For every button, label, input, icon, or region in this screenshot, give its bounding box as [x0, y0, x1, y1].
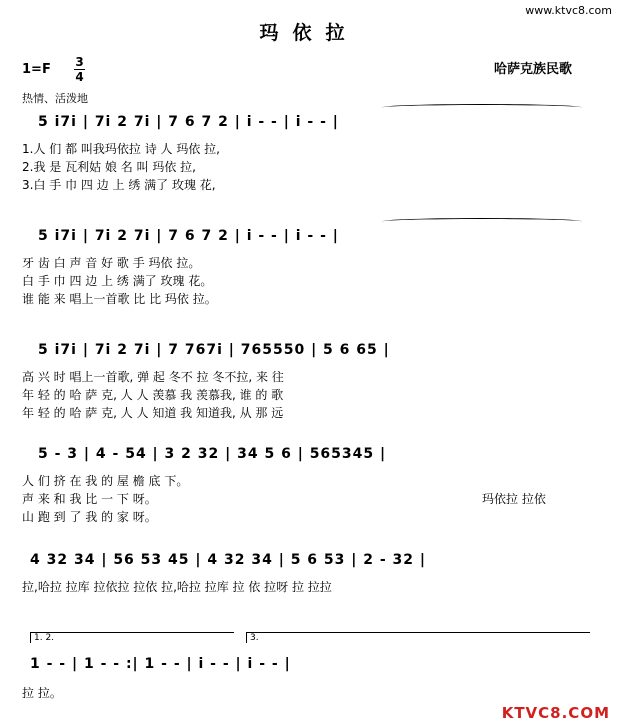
lyric-row-1-line-1: 1.人 们 都 叫我玛依拉 诗 人 玛依 拉,	[22, 142, 220, 156]
lyric-row-6-line-1: 拉 拉。	[22, 686, 62, 700]
notes-row-3: 5 i7i | 7i 2 7i | 7 767i | 765550 | 5 6 65 |	[38, 342, 390, 358]
lyric-row-4-line-2: 声 来 和 我 比 一 下 呀。	[22, 492, 157, 506]
volta-bracket-1: 1. 2.	[30, 632, 234, 643]
tie-arc	[382, 218, 582, 225]
key-signature: 1=F	[22, 62, 51, 77]
lyric-row-2-line-3: 谁 能 来 唱上一首歌 比 比 玛依 拉。	[22, 292, 217, 306]
lyric-row-2-line-1: 牙 齿 白 声 音 好 歌 手 玛依 拉。	[22, 256, 201, 270]
lyric-row-3-line-3: 年 轻 的 哈 萨 克, 人 人 知道 我 知道我, 从 那 远	[22, 406, 284, 420]
site-url[interactable]: www.ktvc8.com	[525, 4, 612, 17]
volta-bracket-2: 3.	[246, 632, 590, 643]
lyric-row-4-line-3: 山 跑 到 了 我 的 家 呀。	[22, 510, 157, 524]
song-source: 哈萨克族民歌	[494, 62, 573, 77]
lyric-row-1-line-2: 2.我 是 瓦利姑 娘 名 叫 玛依 拉,	[22, 160, 196, 174]
notes-row-2: 5 i7i | 7i 2 7i | 7 6 7 2 | i - - | i - - |	[38, 228, 339, 244]
time-signature-top: 3	[75, 55, 84, 69]
tempo-marking: 热情、活泼地	[22, 92, 88, 105]
lyric-row-1-line-3: 3.白 手 巾 四 边 上 绣 满了 玫瑰 花,	[22, 178, 216, 192]
lyric-row-3-line-2: 年 轻 的 哈 萨 克, 人 人 羡慕 我 羡慕我, 谁 的 歌	[22, 388, 284, 402]
lyric-row-3-line-1: 高 兴 时 唱上一首歌, 弹 起 冬不 拉 冬不拉, 来 往	[22, 370, 284, 384]
time-signature-bottom: 4	[75, 70, 84, 84]
lyric-row-5-line-1: 拉,哈拉 拉库 拉依拉 拉依 拉,哈拉 拉库 拉 依 拉呀 拉 拉拉	[22, 580, 332, 594]
watermark: KTVC8.COM	[501, 704, 610, 722]
notes-row-1: 5 i7i | 7i 2 7i | 7 6 7 2 | i - - | i - - |	[38, 114, 339, 130]
time-signature	[74, 56, 85, 83]
song-title: 玛依拉	[259, 22, 359, 44]
lyric-row-2-line-2: 白 手 巾 四 边 上 绣 满了 玫瑰 花。	[22, 274, 213, 288]
side-lyric: 玛依拉 拉依	[482, 492, 546, 506]
tie-arc	[382, 104, 582, 111]
notes-row-5: 4 32 34 | 56 53 45 | 4 32 34 | 5 6 53 | 2 - 32 |	[30, 552, 427, 568]
notes-row-4: 5 - 3 | 4 - 54 | 3 2 32 | 34 5 6 | 565345 |	[38, 446, 387, 462]
notes-row-6: 1 - - | 1 - - :| 1 - - | i - - | i - - |	[30, 656, 291, 672]
lyric-row-4-line-1: 人 们 挤 在 我 的 屋 檐 底 下。	[22, 474, 189, 488]
